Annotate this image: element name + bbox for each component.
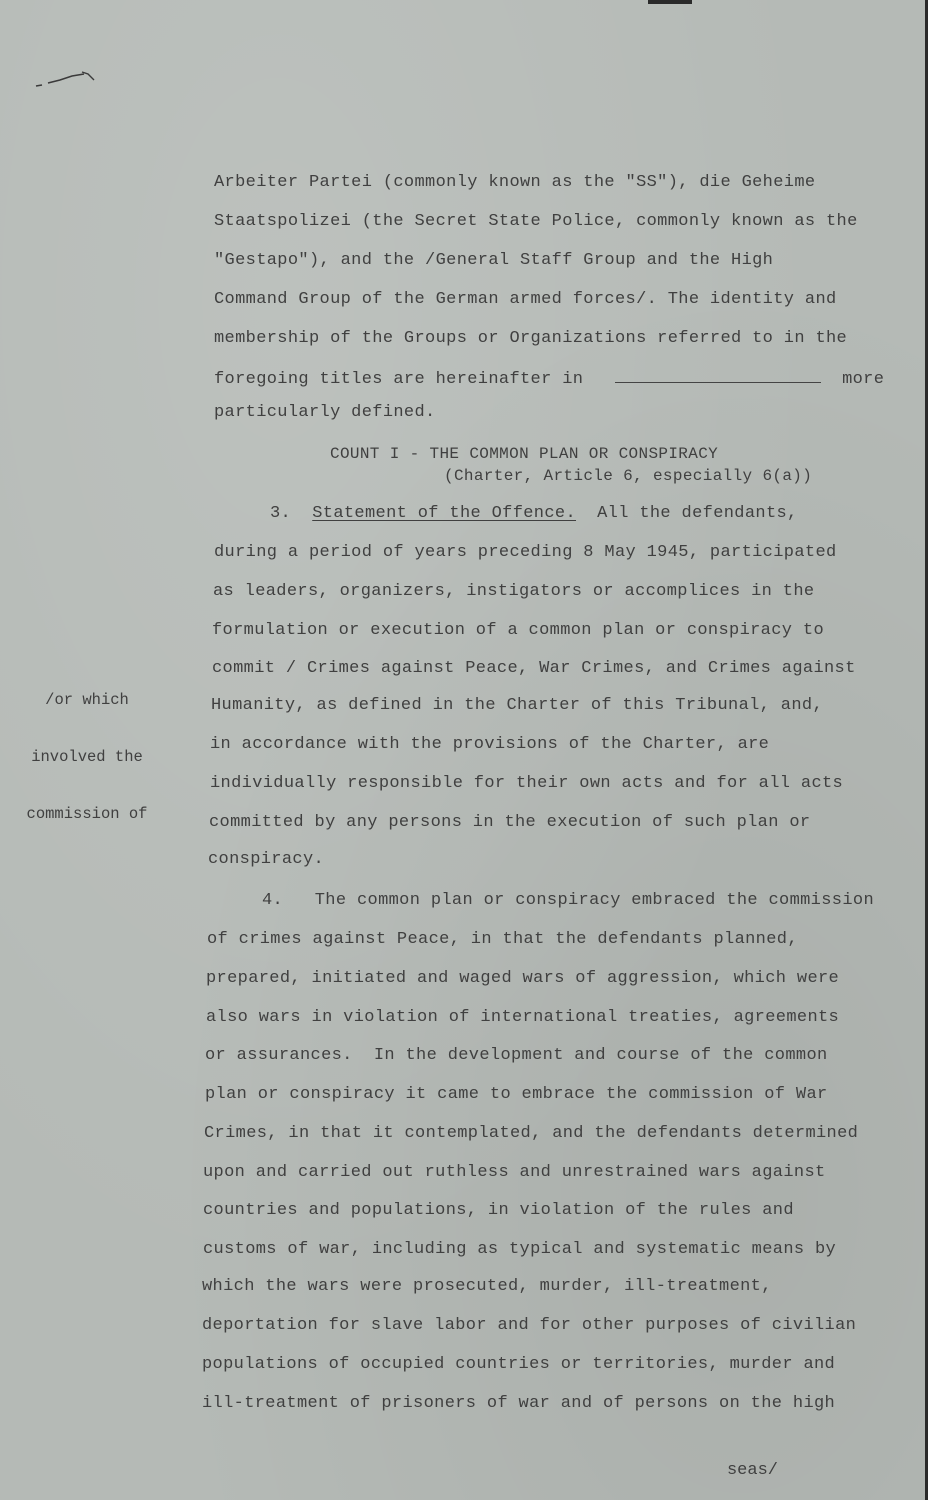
margin-note-line: commission of (26, 805, 148, 823)
text-line: in accordance with the provisions of the Charter, are (210, 735, 770, 754)
paragraph-heading: Statement of the Offence. (312, 504, 577, 523)
para3-first-line (270, 504, 798, 524)
page-edge-notch (648, 0, 692, 4)
text-line: conspiracy. (208, 850, 325, 869)
text-line: deportation for slave labor and for other purposes of civilian (202, 1316, 857, 1335)
text-line: of crimes against Peace, in that the defendants planned, (207, 930, 798, 949)
text-line: formulation or execution of a common plan or conspiracy to (212, 621, 824, 640)
text-fragment: more (842, 370, 885, 389)
text-line: membership of the Groups or Organizations referred to in the (214, 329, 848, 348)
text-line: countries and populations, in violation of the rules and (203, 1201, 794, 1220)
margin-note-line: involved the (31, 748, 143, 766)
text-line: Staatspolizei (the Secret State Police, commonly known as the (214, 212, 858, 231)
text-line: as leaders, organizers, instigators or accomplices in the (213, 582, 815, 601)
text-line: Humanity, as defined in the Charter of this Tribunal, and, (211, 696, 823, 715)
count-heading: COUNT I - THE COMMON PLAN OR CONSPIRACY (330, 445, 719, 463)
paragraph-number: 3. (270, 504, 292, 523)
count-subheading: (Charter, Article 6, especially 6(a)) (444, 467, 813, 485)
text-line: during a period of years preceding 8 May 1945, participated (214, 543, 837, 562)
catchword: seas/ (726, 1461, 778, 1480)
text-line: upon and carried out ruthless and unrestrained wars against (203, 1163, 826, 1182)
text-line: which the wars were prosecuted, murder, ill-treatment, (202, 1277, 772, 1296)
margin-note (12, 653, 162, 843)
text-line: "Gestapo"), and the /General Staff Group and the High (214, 251, 774, 270)
blank-fill-line (615, 368, 821, 383)
text-fragment: All the defendants, (597, 504, 798, 523)
text-line: Command Group of the German armed forces/. The identity and (214, 290, 837, 309)
text-line: ill-treatment of prisoners of war and of persons on the high (202, 1394, 836, 1413)
text-line: committed by any persons in the execution of such plan or (209, 813, 811, 832)
text-line: Crimes, in that it contemplated, and the defendants determined (204, 1124, 859, 1143)
text-line: commit / Crimes against Peace, War Crimes, and Crimes against (212, 659, 856, 678)
text-line: particularly defined. (214, 403, 436, 422)
text-line: individually responsible for their own acts and for all acts (210, 774, 844, 793)
text-line: plan or conspiracy it came to embrace the commission of War (205, 1085, 828, 1104)
text-line: customs of war, including as typical and systematic means by (203, 1240, 837, 1259)
text-fragment: foregoing titles are hereinafter in (214, 370, 584, 389)
text-line: populations of occupied countries or territories, murder and (202, 1355, 836, 1374)
pencil-mark-icon (34, 70, 98, 92)
para4-first-line: 4. The common plan or conspiracy embraced the commission (262, 891, 874, 910)
text-line: Arbeiter Partei (commonly known as the "SS"), die Geheime (214, 173, 816, 192)
text-line: or assurances. In the development and course of the common (205, 1046, 828, 1065)
text-line: also wars in violation of international treaties, agreements (206, 1008, 840, 1027)
margin-note-line: /or which (45, 691, 129, 709)
text-line: prepared, initiated and waged wars of aggression, which were (206, 969, 840, 988)
blank-line-row (214, 368, 884, 390)
